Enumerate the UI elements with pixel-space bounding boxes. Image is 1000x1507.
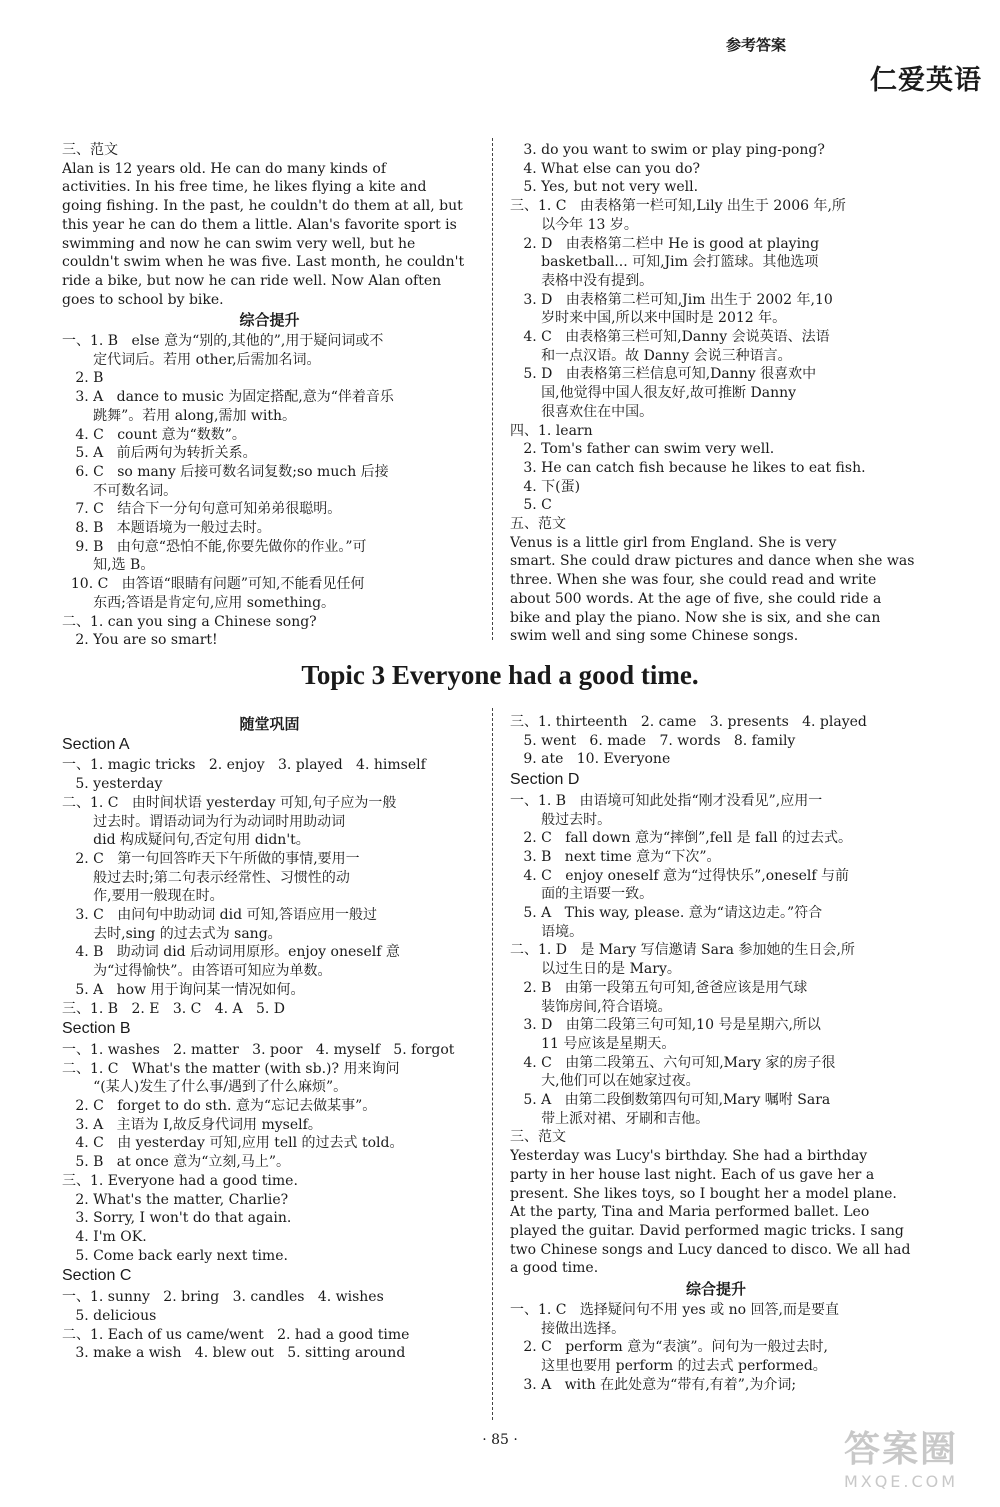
text-line: 以今年 13 岁。 <box>510 216 638 233</box>
text-line: 三、1. C 由表格第一栏可知,Lily 出生于 2006 年,所 <box>510 198 846 215</box>
text-line: 2. C 第一句回答昨天下午所做的事情,要用一 <box>62 850 360 867</box>
text-line: 面的主语要一致。 <box>510 886 654 903</box>
text-line: 接做出选择。 <box>510 1320 626 1337</box>
text-line: 5. A 前后两句为转折关系。 <box>62 445 257 462</box>
text-line: 一、1. washes 2. matter 3. poor 4. myself 5. forgot <box>62 1041 455 1058</box>
text-line: 4. What else can you do? <box>510 160 701 177</box>
text-line: swim well and sing some Chinese songs. <box>510 628 799 645</box>
text-line: 10. C 由答语“眼睛有问题”可知,不能看见任何 <box>62 576 365 593</box>
text-line: At the party, Tina and Maria performed ballet. Leo <box>510 1204 870 1221</box>
text-line: Section D <box>510 771 580 789</box>
text-line: 8. B 本题语境为一般过去时。 <box>62 520 271 537</box>
text-line: Section C <box>62 1267 132 1285</box>
text-line: 9. ate 10. Everyone <box>510 751 671 768</box>
text-line: 东西;答语是肯定句,应用 something。 <box>62 594 336 611</box>
text-line: 2. Tom's father can swim very well. <box>510 441 775 458</box>
text-line: 三、1. thirteenth 2. came 3. presents 4. played <box>510 714 867 730</box>
text-line: 3. Sorry, I won't do that again. <box>62 1210 292 1227</box>
text-line: 5. went 6. made 7. words 8. family <box>510 732 796 749</box>
text-line: 3. make a wish 4. blew out 5. sitting around <box>62 1345 406 1362</box>
text-line: 11 号应该是星期天。 <box>510 1035 676 1052</box>
text-line: about 500 words. At the age of five, she could ride a <box>510 590 882 607</box>
text-line: 三、范文 <box>62 142 118 158</box>
text-line: 般过去时。 <box>510 811 612 828</box>
text-line: 大,他们可以在她家过夜。 <box>510 1073 700 1090</box>
text-line: goes to school by bike. <box>62 291 224 308</box>
text-line: 2. C forget to do sth. 意为“忘记去做某事”。 <box>62 1098 377 1115</box>
text-line: 5. B at once 意为“立刻,马上”。 <box>62 1154 291 1171</box>
text-line: activities. In his free time, he likes flying a kite and <box>62 179 427 196</box>
text-line: 去时,sing 的过去式为 sang。 <box>62 925 282 942</box>
text-line: 4. B 助动词 did 后动词用原形。enjoy oneself 意 <box>62 944 400 961</box>
text-line: 4. C enjoy oneself 意为“过得快乐”,oneself 与前 <box>510 867 850 884</box>
text-line: 3. do you want to swim or play ping-pong? <box>510 142 825 158</box>
text-line: 一、1. sunny 2. bring 3. candles 4. wishes <box>62 1289 384 1306</box>
text-line: 2. You are so smart! <box>62 632 218 649</box>
text-line: 9. B 由句意“恐怕不能,你要先做你的作业。”可 <box>62 538 367 555</box>
text-line: 3. He can catch fish because he likes to eat fish. <box>510 459 866 476</box>
text-line: 装饰房间,符合语境。 <box>510 998 672 1015</box>
text-line: 二、1. Each of us came/went 2. had a good time <box>62 1326 410 1343</box>
text-line: 这里也要用 perform 的过去式 performed。 <box>510 1357 827 1374</box>
text-line: 3. B next time 意为“下次”。 <box>510 848 721 865</box>
text-line: 不可数名词。 <box>62 482 178 499</box>
text-line: 3. C 由问句中助动词 did 可知,答语应用一般过 <box>62 907 377 924</box>
text-line: 定代词后。若用 other,后需加名词。 <box>62 351 321 368</box>
text-line: 4. C 由表格第三栏可知,Danny 会说英语、法语 <box>510 329 830 346</box>
text-line: 5. A This way, please. 意为“请这边走。”符合 <box>510 905 823 922</box>
text-line: 一、1. C 选择疑问句不用 yes 或 no 回答,而是要直 <box>510 1301 839 1318</box>
text-line: 5. C <box>510 497 552 514</box>
header-subtitle: 参考答案 <box>725 36 786 54</box>
text-line: 5. Yes, but not very well. <box>510 179 699 196</box>
page-number: · 85 · <box>482 1432 518 1448</box>
text-line: 二、1. D 是 Mary 写信邀请 Sara 参加她的生日会,所 <box>510 942 855 959</box>
text-line: present. She likes toys, so I bought her a model plane. <box>510 1185 897 1202</box>
text-line: 知,选 B。 <box>62 557 155 574</box>
topic-title: Topic 3 Everyone had a good time. <box>301 660 699 690</box>
text-line: 5. delicious <box>62 1307 157 1324</box>
text-line: 2. C fall down 意为“摔倒”,fell 是 fall 的过去式。 <box>510 830 853 847</box>
text-line: 五、范文 <box>510 516 566 533</box>
text-line: Yesterday was Lucy's birthday. She had a birthday <box>510 1148 868 1165</box>
header-title: 仁爱英语 <box>870 65 982 96</box>
text-line: 很喜欢住在中国。 <box>510 403 654 420</box>
top-left-column <box>62 141 477 650</box>
text-line: 4. C count 意为“数数”。 <box>62 426 246 443</box>
text-line: ride a bike, but now he can ride well. Now Alan often <box>62 272 442 289</box>
text-line: 5. Come back early next time. <box>62 1247 288 1264</box>
text-line: party in her house last night. Each of us gave her a <box>510 1166 875 1183</box>
column-divider-top <box>492 138 493 640</box>
text-line: 7. C 结合下一分句句意可知弟弟很聪明。 <box>62 501 342 518</box>
text-line: 5. yesterday <box>62 776 163 793</box>
text-line: 2. B 由第一段第五句可知,爸爸应该是用气球 <box>510 979 808 996</box>
text-line: 四、1. learn <box>510 422 593 439</box>
text-line: 三、1. Everyone had a good time. <box>62 1172 298 1189</box>
text-line: a good time. <box>510 1260 599 1277</box>
text-line: 4. C 由 yesterday 可知,应用 tell 的过去式 told。 <box>62 1135 404 1152</box>
watermark-logo: 答案圈 MXQE.COM <box>843 1429 959 1491</box>
text-line: couldn't swim when he was five. Last month, he couldn't <box>62 254 465 271</box>
text-line: 4. I'm OK. <box>62 1228 147 1245</box>
bottom-left-column <box>62 713 477 1363</box>
text-line: 作,要用一般现在时。 <box>62 888 224 905</box>
text-line: 为“过得愉快”。由答语可知应为单数。 <box>62 963 332 980</box>
text-line: going fishing. In the past, he couldn't do them at all, but <box>62 198 463 215</box>
text-line: 4. C 由第二段第五、六句可知,Mary 家的房子很 <box>510 1054 836 1071</box>
text-line: smart. She could draw pictures and dance when she was <box>510 553 915 570</box>
text-line: 3. D 由第二段第三句可知,10 号是星期六,所以 <box>510 1017 821 1034</box>
text-line: Venus is a little girl from England. She is very <box>510 534 837 551</box>
text-line: 4. 下(蛋) <box>510 478 581 495</box>
text-line: Section B <box>62 1020 131 1038</box>
text-line: 5. D 由表格第三栏信息可知,Danny 很喜欢中 <box>510 366 817 383</box>
text-line: 二、1. C What's the matter (with sb.)? 用来询问 <box>62 1060 400 1077</box>
text-line: 语境。 <box>510 923 584 940</box>
text-line: 带上派对裙、牙刷和吉他。 <box>510 1110 710 1127</box>
text-line: 综合提升 <box>685 1280 746 1299</box>
text-line: 2. What's the matter, Charlie? <box>62 1191 289 1208</box>
text-line: basketball... 可知,Jim 会打篮球。其他选项 <box>510 254 819 271</box>
text-line: 一、1. magic tricks 2. enjoy 3. played 4. himself <box>62 757 426 774</box>
text-line: Alan is 12 years old. He can do many kinds of <box>62 160 387 177</box>
text-line: 二、1. C 由时间状语 yesterday 可知,句子应为一般 <box>62 794 397 811</box>
text-line: 国,他觉得中国人很友好,故可推断 Danny <box>510 385 797 402</box>
text-line: 3. D 由表格第二栏可知,Jim 出生于 2002 年,10 <box>510 291 833 308</box>
text-line: 2. C perform 意为“表演”。问句为一般过去时, <box>510 1339 828 1356</box>
text-line: 随堂巩固 <box>239 715 300 733</box>
text-line: 表格中没有提到。 <box>510 272 654 289</box>
text-line: this year he can do them a little. Alan's favorite sport is <box>62 216 457 233</box>
text-line: 3. A with 在此处意为“带有,有着”,为介词; <box>510 1376 797 1393</box>
text-line: 三、范文 <box>510 1129 566 1146</box>
text-line: bike and play the piano. Now she is six, and she can <box>510 609 881 626</box>
text-line: two Chinese songs and Lucy danced to disco. We all had <box>510 1241 911 1258</box>
text-line: 二、1. can you sing a Chinese song? <box>62 613 317 630</box>
top-right-column <box>510 141 922 646</box>
text-line: 和一点汉语。故 Danny 会说三种语言。 <box>510 347 792 364</box>
text-line: 2. B <box>62 370 104 387</box>
text-line: 三、1. B 2. E 3. C 4. A 5. D <box>62 1000 285 1017</box>
text-line: 6. C so many 后接可数名词复数;so much 后接 <box>62 463 389 480</box>
column-divider-bottom <box>492 708 493 1420</box>
text-line: 一、1. B 由语境可知此处指“刚才没看见”,应用一 <box>510 792 823 809</box>
text-line: 综合提升 <box>239 311 300 330</box>
text-line: 3. A 主语为 I,故反身代词用 myself。 <box>62 1116 322 1133</box>
bottom-right-column <box>510 713 922 1394</box>
text-line: 过去时。谓语动词为行为动词时用助动词 <box>62 813 346 830</box>
text-line: 2. D 由表格第二栏中 He is good at playing <box>510 235 820 252</box>
text-line: 5. A how 用于询问某一情况如何。 <box>62 981 305 998</box>
text-line: 般过去时;第二句表示经常性、习惯性的动 <box>62 869 350 886</box>
text-line: Section A <box>62 735 130 753</box>
text-line: three. When she was four, she could read and write <box>510 572 877 589</box>
text-line: played the guitar. David performed magic tricks. I sang <box>510 1222 904 1239</box>
text-line: “(某人)发生了什么事/遇到了什么麻烦”。 <box>62 1079 348 1096</box>
text-line: 以过生日的是 Mary。 <box>510 961 681 978</box>
text-line: 岁时来中国,所以来中国时是 2012 年。 <box>510 310 787 327</box>
text-line: 5. A 由第二段倒数第四句可知,Mary 嘱咐 Sara <box>510 1092 831 1109</box>
text-line: 跳舞”。若用 along,需加 with。 <box>62 407 296 424</box>
text-line: swimming and now he can swim very well, but he <box>62 235 416 252</box>
text-line: did 构成疑问句,否定句用 didn't。 <box>62 832 310 849</box>
text-line: 3. A dance to music 为固定搭配,意为“伴着音乐 <box>62 389 394 406</box>
text-line: 一、1. B else 意为“别的,其他的”,用于疑问词或不 <box>62 333 384 350</box>
